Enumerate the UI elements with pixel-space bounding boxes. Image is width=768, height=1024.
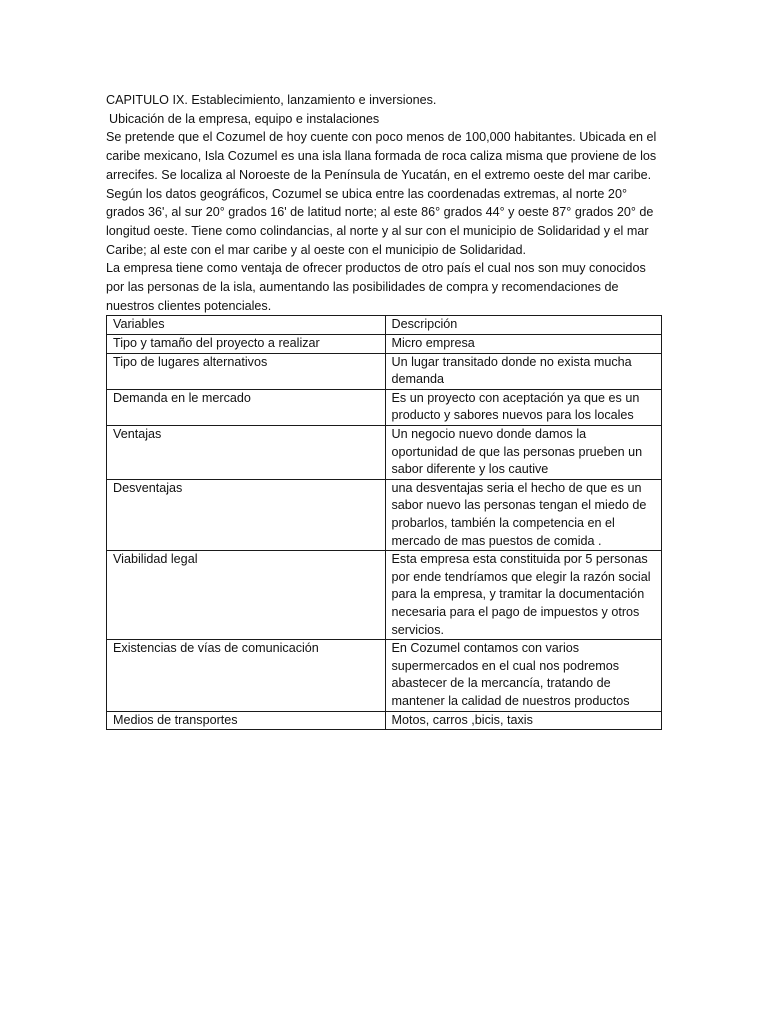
table-row [107, 711, 662, 730]
chapter-title: CAPITULO IX. Establecimiento, lanzamiento e inversiones. [106, 93, 437, 107]
variables-table [106, 315, 662, 730]
table-cell-variable: Existencias de vías de comunicación [107, 640, 386, 711]
table-cell-descripcion: Esta empresa esta constituida por 5 personas por ende tendríamos que elegir la razón social para la empresa, y tramitar la documentación necesaria para el pago de impuestos y otros servicios. [385, 551, 662, 640]
table-cell-descripcion: En Cozumel contamos con varios supermercados en el cual nos podremos abastecer de la mercancía, tratando de mantener la calidad de nuestros productos [385, 640, 662, 711]
table-row [107, 640, 662, 711]
table-cell-variable: Tipo de lugares alternativos [107, 353, 386, 389]
table-cell-descripcion: Motos, carros ,bicis, taxis [385, 711, 662, 730]
table-row [107, 335, 662, 354]
table-cell-variable: Desventajas [107, 479, 386, 550]
table-row [107, 426, 662, 480]
table-row [107, 479, 662, 550]
table-cell-variable: Viabilidad legal [107, 551, 386, 640]
table-cell-descripcion: Un negocio nuevo donde damos la oportunidad de que las personas prueben un sabor diferente y los cautive [385, 426, 662, 480]
table-cell-variable: Ventajas [107, 426, 386, 480]
table-cell-descripcion: Es un proyecto con aceptación ya que es un producto y sabores nuevos para los locales [385, 389, 662, 425]
table-row [107, 389, 662, 425]
header-descripcion: Descripción [385, 316, 662, 335]
table-cell-variable: Tipo y tamaño del proyecto a realizar [107, 335, 386, 354]
table-cell-descripcion: una desventajas seria el hecho de que es un sabor nuevo las personas tengan el miedo de probarlos, también la competencia en el mercado de mas puestos de comida . [385, 479, 662, 550]
header-variables: Variables [107, 316, 386, 335]
table-cell-descripcion: Un lugar transitado donde no exista mucha demanda [385, 353, 662, 389]
paragraph-ventaja: La empresa tiene como ventaja de ofrecer productos de otro país el cual nos son muy conocidos por las personas de la isla, aumentando las posibilidades de compra y recomendaciones de nuestros clientes potenciales. [106, 261, 646, 313]
document-content [106, 91, 662, 730]
table-cell-variable: Medios de transportes [107, 711, 386, 730]
table-row [107, 353, 662, 389]
paragraph-ubicacion: Se pretende que el Cozumel de hoy cuente con poco menos de 100,000 habitantes. Ubicada en el caribe mexicano, Isla Cozumel es una isla llana formada de roca caliza misma que proviene de los arrecifes. Se localiza al Noroeste de la Península de Yucatán, en el extremo oeste del mar caribe. Según los datos geográficos, Cozumel se ubica entre las coordenadas extremas, al norte 20° grados 36', al sur 20° grados 16' de latitud norte; al este 86° grados 44° y oeste 87° grados 20° de longitud oeste. Tiene como colindancias, al norte y al sur con el municipio de Solidaridad y el mar Caribe; al este con el mar caribe y al oeste con el municipio de Solidaridad. [106, 130, 657, 257]
table-row [107, 551, 662, 640]
table-cell-descripcion: Micro empresa [385, 335, 662, 354]
section-title: Ubicación de la empresa, equipo e instalaciones [109, 111, 380, 126]
table-cell-variable: Demanda en le mercado [107, 389, 386, 425]
table-header-row [107, 316, 662, 335]
